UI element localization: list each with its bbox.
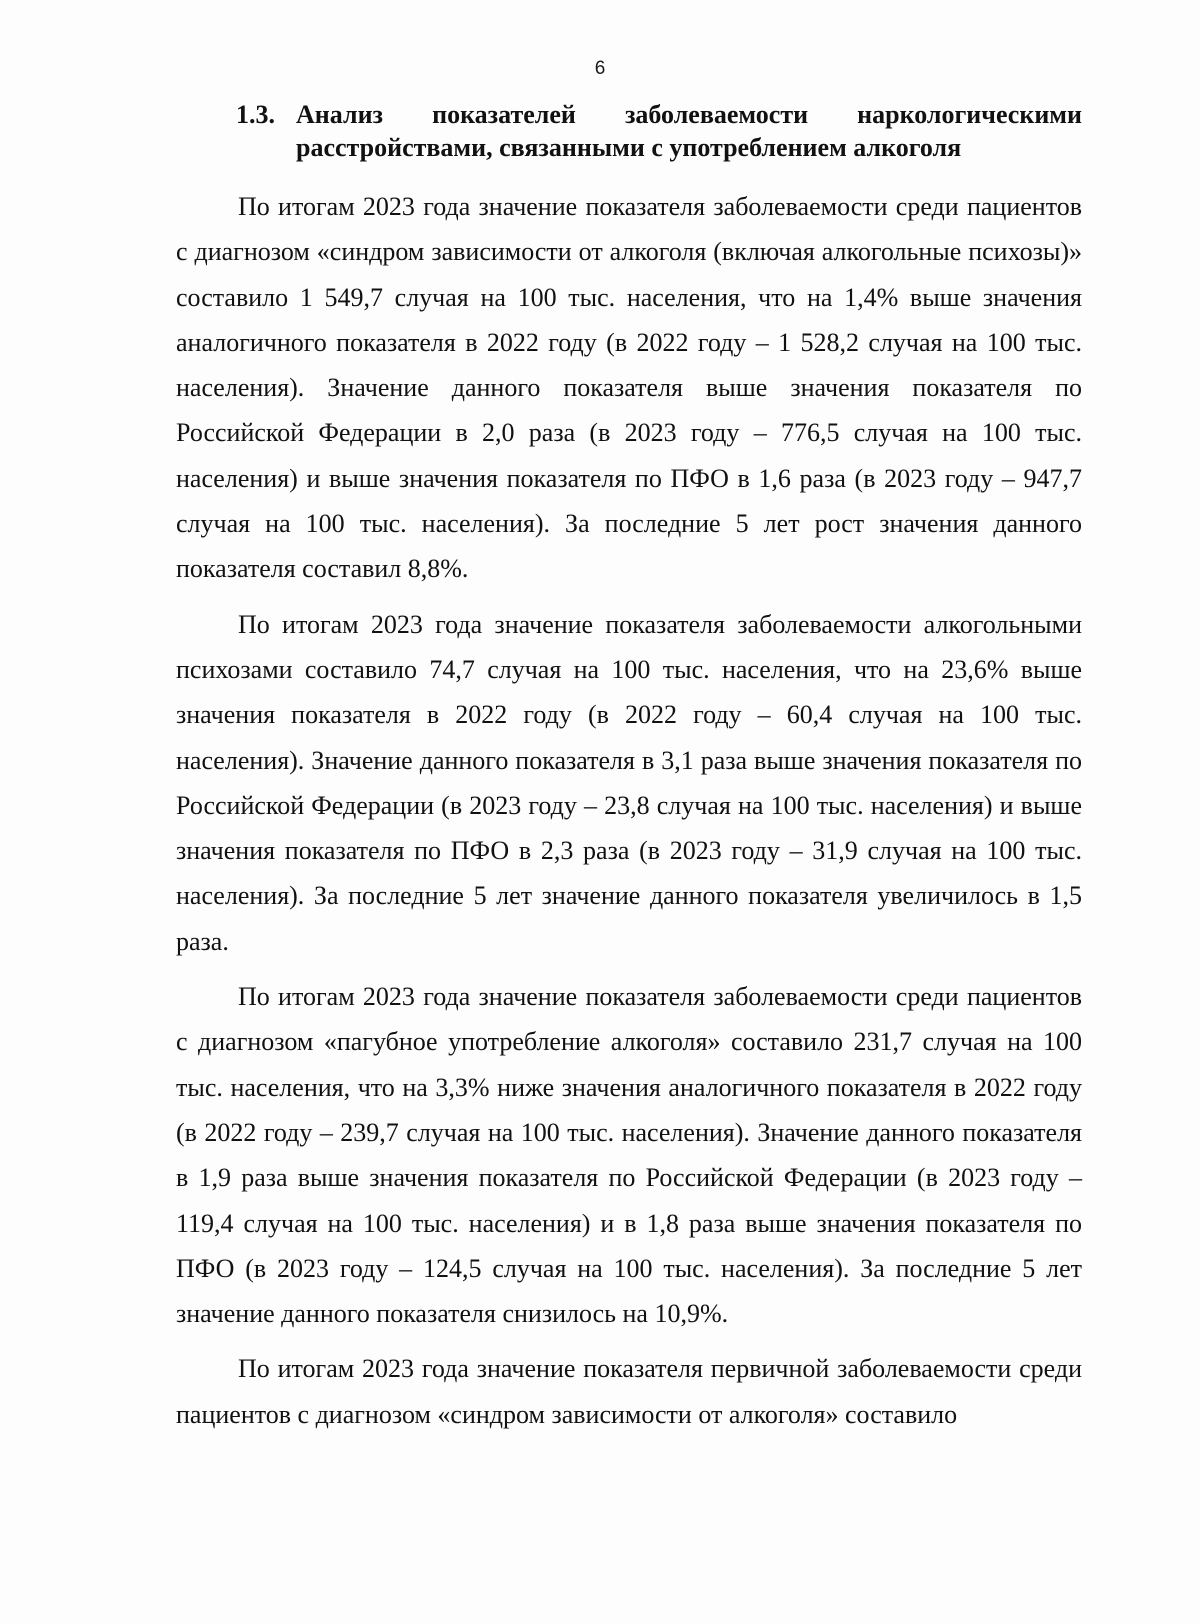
paragraph-harmful-use: По итогам 2023 года значение показателя заболеваемости среди пациентов с диагнозом «пагубное употребление алкоголя» составило 231,7 случая на 100 тыс. населения, что на 3,3% ниже значения аналогичного показателя в 2022 году (в 2022 году – 239,7 случая на 100 тыс. населения). Значение данного показателя в 1,9 раза выше значения показателя по Российской Федерации (в 2023 году – 119,4 случая на 100 тыс. населения) и в 1,8 раза выше значения показателя по ПФО (в 2023 году – 124,5 случая на 100 тыс. населения). За последние 5 лет значение данного показателя снизилось на 10,9%. xyxy=(176,982,1082,1329)
paragraph-primary-incidence: По итогам 2023 года значение показателя первичной заболеваемости среди пациентов с диагнозом «синдром зависимости от алкоголя» составило xyxy=(176,1354,1082,1429)
page-content xyxy=(176,98,1082,1437)
paragraph-alcoholic-psychoses: По итогам 2023 года значение показателя заболеваемости алкогольными психозами составило 74,7 случая на 100 тыс. населения, что на 23,6% выше значения показателя в 2022 году (в 2022 году – 60,4 случая на 100 тыс. населения). Значение данного показателя в 3,1 раза выше значения показателя по Российской Федерации (в 2023 году – 23,8 случая на 100 тыс. населения) и выше значения показателя по ПФО в 2,3 раза (в 2023 году – 31,9 случая на 100 тыс. населения). За последние 5 лет значение данного показателя увеличилось в 1,5 раза. xyxy=(176,609,1082,956)
paragraph-alcohol-dependence: По итогам 2023 года значение показателя заболеваемости среди пациентов с диагнозом «синдром зависимости от алкоголя (включая алкогольные психозы)» составило 1 549,7 случая на 100 тыс. населения, что на 1,4% выше значения аналогичного показателя в 2022 году (в 2022 году – 1 528,2 случая на 100 тыс. населения). Значение данного показателя выше значения показателя по Российской Федерации в 2,0 раза (в 2023 году – 776,5 случая на 100 тыс. населения) и выше значения показателя по ПФО в 1,6 раза (в 2023 году – 947,7 случая на 100 тыс. населения). За последние 5 лет рост значения данного показателя составил 8,8%. xyxy=(176,192,1082,584)
section-heading xyxy=(176,98,1082,164)
section-number: 1.3. xyxy=(236,100,275,129)
section-title: Анализ показателей заболеваемости наркологическими расстройствами, связанными с употреблением алкоголя xyxy=(296,100,1082,162)
page-number: 6 xyxy=(594,58,606,79)
